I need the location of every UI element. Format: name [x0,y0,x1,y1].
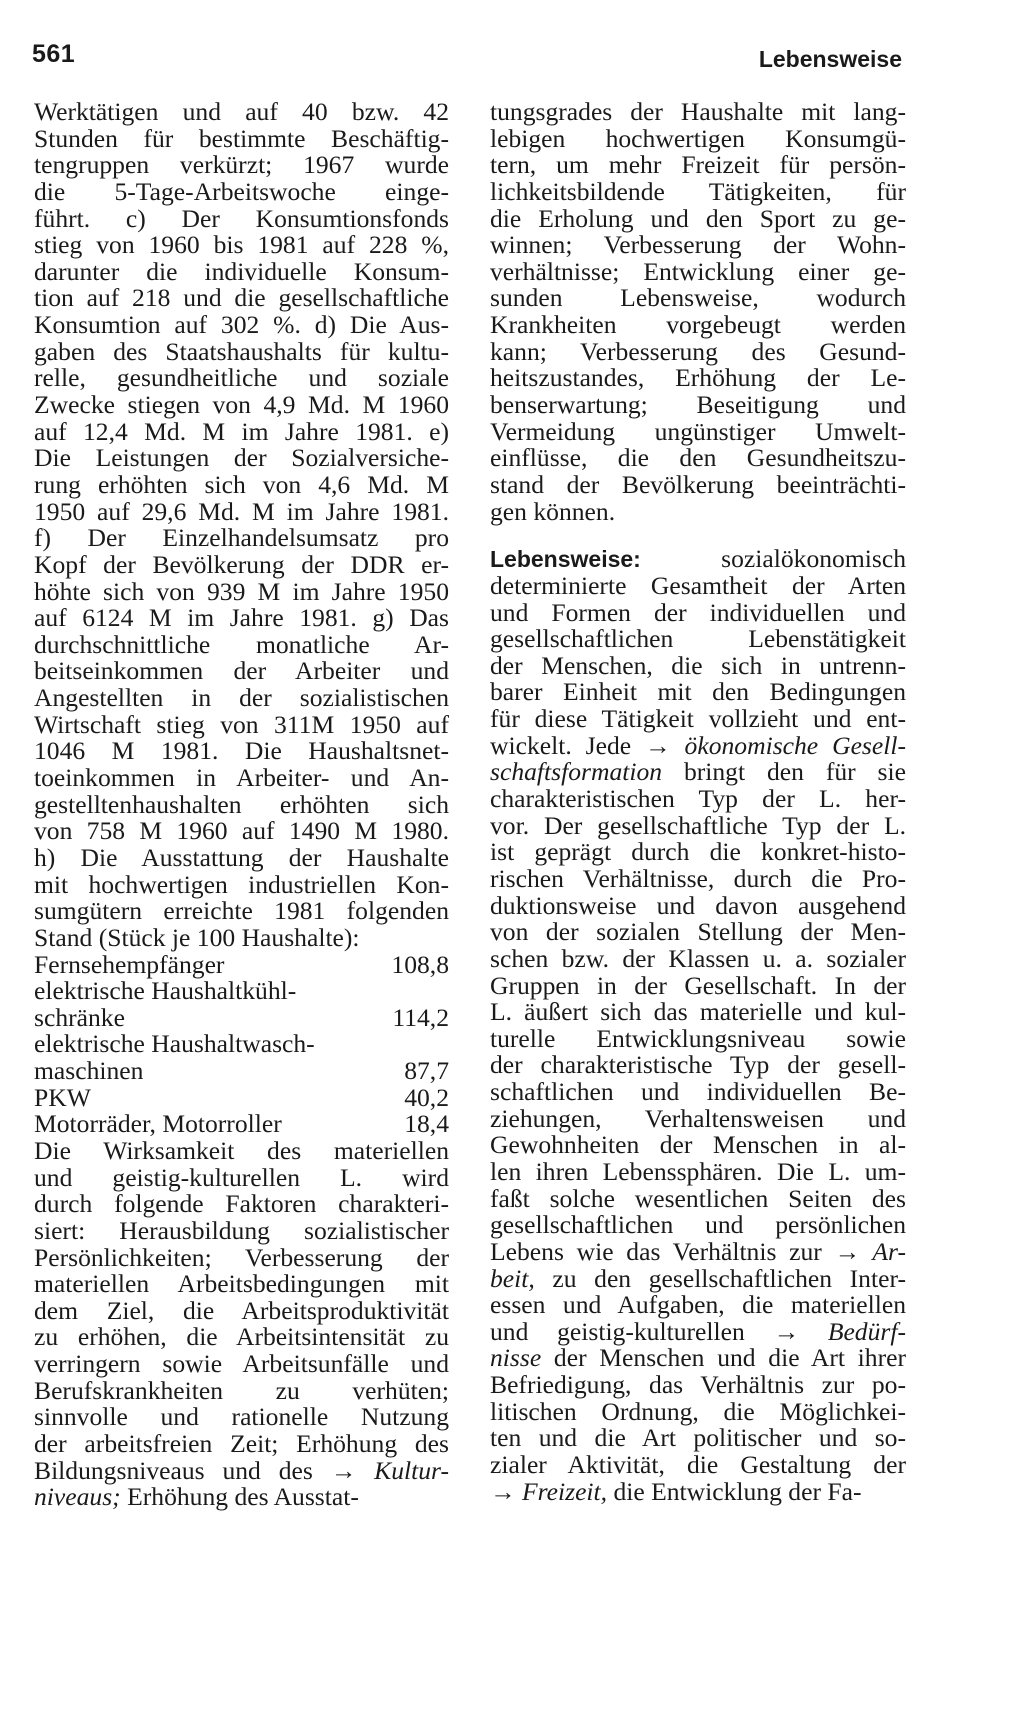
text-line [490,546,906,573]
text-segment: und geistig-kulturellen [490,1316,745,1346]
text-line: Wirtschaft stieg von 311M 1950 auf [34,709,449,739]
text-segment: wickelt. Jede [490,730,632,760]
text-line: gesellschaftlichen Lebenstätigkeit [490,624,906,654]
text-line: für diese Tätigkeit vollzieht und ent- [490,704,906,734]
text-line [490,730,906,760]
text-segment: Lebens wie das Verhältnis zur [490,1236,822,1266]
text-line: schen bzw. der Klassen u. a. sozialer [490,943,906,973]
cross-reference: → ökonomische Gesell- [645,730,906,760]
text-line: Krankheiten vorgebeugt werden [490,310,906,340]
cross-reference: nisse [490,1343,542,1373]
text-line: darunter die individuelle Konsum- [34,256,449,286]
text-line [490,1263,906,1293]
text-line: der Menschen, die sich in untrenn- [490,650,906,680]
text-line: Werktätigen und auf 40 bzw. 42 [34,97,449,126]
text-line: essen und Aufgaben, die materiellen [490,1290,906,1320]
table-row [34,1031,449,1058]
table-label: maschinen [34,1056,144,1086]
text-line: duktionsweise und davon ausgehend [490,890,906,920]
text-line: gestelltenhaushalten erhöhten sich [34,789,449,819]
text-line: zu erhöhen, die Arbeitsintensität zu [34,1322,449,1352]
text-line: stieg von 1960 bis 1981 auf 228 %, [34,230,449,260]
text-line: benserwartung; Beseitigung und [490,390,906,420]
table-label: schränke [34,1002,125,1032]
cross-reference: → Bedürf- [773,1316,906,1346]
text-line: die Erholung und den Sport zu ge- [490,203,906,233]
text-line: barer Einheit mit den Bedingungen [490,677,906,707]
text-line: len ihren Lebenssphären. Die L. um- [490,1156,906,1186]
text-line: auf 12,4 Md. M im Jahre 1981. e) [34,416,449,446]
text-line: ten und die Art politischer und so- [490,1423,906,1453]
text-line [34,1484,449,1511]
text-line: und geistig-kulturellen L. wird [34,1162,449,1192]
text-line [490,1476,906,1506]
text-segment: bringt den für sie [683,757,906,787]
text-line: vor. Der gesellschaftliche Typ der L. [490,810,906,840]
text-segment: zu den gesellschaftlichen Inter- [552,1263,906,1293]
text-line: und Formen der individuellen und [490,597,906,627]
table-row [34,1082,449,1112]
text-line: toeinkommen in Arbeiter- und An- [34,763,449,793]
table-label: PKW [34,1082,91,1112]
text-line: Stand (Stück je 100 Haushalte): [34,922,360,952]
text-line: die 5-Tage-Arbeitswoche einge- [34,176,449,206]
text-line: f) Der Einzelhandelsumsatz pro [34,523,449,553]
text-line: Gruppen in der Gesellschaft. In der [490,970,906,1000]
text-line: Persönlichkeiten; Verbesserung der [34,1242,449,1272]
text-line: von 758 M 1960 auf 1490 M 1980. [34,816,449,846]
page-number: 561 [32,40,76,68]
text-line: führt. c) Der Konsumtionsfonds [34,203,449,233]
text-line: relle, gesundheitliche und soziale [34,363,449,393]
text-line: tion auf 218 und die gesellschaftliche [34,283,449,313]
text-line: Befriedigung, das Verhältnis zur po- [490,1370,906,1400]
paragraph-gap [490,525,906,546]
text-segment: Bildungsniveaus und des [34,1455,313,1485]
text-line: Gewohnheiten der Menschen in al- [490,1130,906,1160]
cross-reference: → Ar- [834,1236,906,1266]
text-line: ist geprägt durch die konkret-histo- [490,837,906,867]
text-line: beitseinkommen der Arbeiter und [34,656,449,686]
text-line [490,1236,906,1266]
text-line: stand der Bevölkerung beeinträchti- [490,469,906,499]
table-value: 87,7 [404,1056,449,1086]
text-line: materiellen Arbeitsbedingungen mit [34,1269,449,1299]
text-line: Die Wirksamkeit des materiellen [34,1135,449,1165]
table-value: 40,2 [404,1082,449,1112]
text-line: Vermeidung ungünstiger Umwelt- [490,416,906,446]
table-value: 108,8 [391,949,449,979]
text-line: verringern sowie Arbeitsunfälle und [34,1349,449,1379]
text-line: gen können. [490,496,616,526]
table-value: 114,2 [392,1002,449,1032]
text-line: schaftlichen und individuellen Be- [490,1077,906,1107]
running-head: Lebensweise [758,46,902,72]
text-line: dem Ziel, die Arbeitsproduktivität [34,1295,449,1325]
text-segment: Erhöhung des Ausstat- [127,1482,359,1512]
table-row [34,1002,449,1032]
text-line: 1046 M 1981. Die Haushaltsnet- [34,736,449,766]
text-line: tern, um mehr Freizeit für persön- [490,150,906,180]
text-segment: der Menschen und die Art ihrer [553,1343,906,1373]
text-line [490,1345,906,1372]
table-row [34,949,449,979]
text-line: Die Leistungen der Sozialversiche- [34,443,449,473]
text-line: charakteristischen Typ der L. her- [490,784,906,814]
left-column [34,99,449,1511]
text-line: faßt solche wesentlichen Seiten des [490,1183,906,1213]
text-line: mit hochwertigen industriellen Kon- [34,869,449,899]
table-row [34,1058,449,1085]
text-line: determinierte Gesamtheit der Arten [490,570,906,600]
text-line: tungsgrades der Haushalte mit lang- [490,97,906,126]
text-line: der arbeitsfreien Zeit; Erhöhung des [34,1429,449,1459]
cross-reference: schaftsformation [490,757,663,787]
text-line: 1950 auf 29,6 Md. M im Jahre 1981. [34,496,449,526]
text-line: zialer Aktivität, die Gestaltung der [490,1450,906,1480]
text-line: heitszustandes, Erhöhung der Le- [490,363,906,393]
text-line [490,759,906,786]
text-line: gesellschaftlichen und persönlichen [490,1210,906,1240]
text-line: kann; Verbesserung des Gesund- [490,336,906,366]
text-line: siert: Herausbildung sozialistischer [34,1215,449,1245]
text-line: turelle Entwicklungsniveau sowie [490,1023,906,1053]
table-label: Fernsehempfänger [34,949,225,979]
text-line [490,1316,906,1346]
text-line: litischen Ordnung, die Möglichkei- [490,1396,906,1426]
text-line: Konsumtion auf 302 %. d) Die Aus- [34,310,449,340]
text-segment: die Entwicklung der Fa- [613,1476,862,1506]
text-line: durch folgende Faktoren charakteri- [34,1189,449,1219]
text-line: Stunden für bestimmte Beschäftig- [34,123,449,153]
text-line: Kopf der Bevölkerung der DDR er- [34,549,449,579]
table-label: elektrische Haushaltwasch- [34,1029,315,1059]
text-line: Berufskrankheiten zu verhüten; [34,1375,449,1405]
text-line: auf 6124 M im Jahre 1981. g) Das [34,603,449,633]
text-line: der charakteristische Typ der gesell- [490,1050,906,1080]
text-line: durchschnittliche monatliche Ar- [34,629,449,659]
text-line: höhte sich von 939 M im Jahre 1950 [34,576,449,606]
text-line: sumgütern erreichte 1981 folgenden [34,896,449,926]
text-segment: sozialökonomisch [721,544,906,574]
text-line: h) Die Ausstattung der Haushalte [34,842,449,872]
text-line: einflüsse, die den Gesundheitszu- [490,443,906,473]
right-column [490,99,906,1505]
text-line: Zwecke stiegen von 4,9 Md. M 1960 [34,390,449,420]
entry-headword: Lebensweise: [490,546,641,573]
text-line: L. äußert sich das materielle und kul- [490,997,906,1027]
text-line: verhältnisse; Entwicklung einer ge- [490,256,906,286]
text-line: rischen Verhältnisse, durch die Pro- [490,863,906,893]
text-line: sunden Lebensweise, wodurch [490,283,906,313]
text-line: von der sozialen Stellung der Men- [490,917,906,947]
text-line: sinnvolle und rationelle Nutzung [34,1402,449,1432]
text-line: gaben des Staatshaushalts für kultu- [34,336,449,366]
table-row [34,1111,449,1138]
cross-reference: niveaus; [34,1482,121,1512]
cross-reference: → Freizeit, [490,1476,608,1506]
table-value: 18,4 [404,1109,449,1139]
text-line: rung erhöhten sich von 4,6 Md. M [34,469,449,499]
text-line: lichkeitsbildende Tätigkeiten, für [490,176,906,206]
cross-reference: beit, [490,1263,535,1293]
text-line: ziehungen, Verhaltensweisen und [490,1103,906,1133]
cross-reference: → Kultur- [330,1455,449,1485]
text-line: lebigen hochwertigen Konsumgü- [490,123,906,153]
text-line: tengruppen verkürzt; 1967 wurde [34,150,449,180]
table-label: elektrische Haushaltkühl- [34,976,297,1006]
text-line: Angestellten in der sozialistischen [34,683,449,713]
text-line: winnen; Verbesserung der Wohn- [490,230,906,260]
text-line [34,1455,449,1485]
table-row [34,978,449,1005]
table-label: Motorräder, Motorroller [34,1109,282,1139]
